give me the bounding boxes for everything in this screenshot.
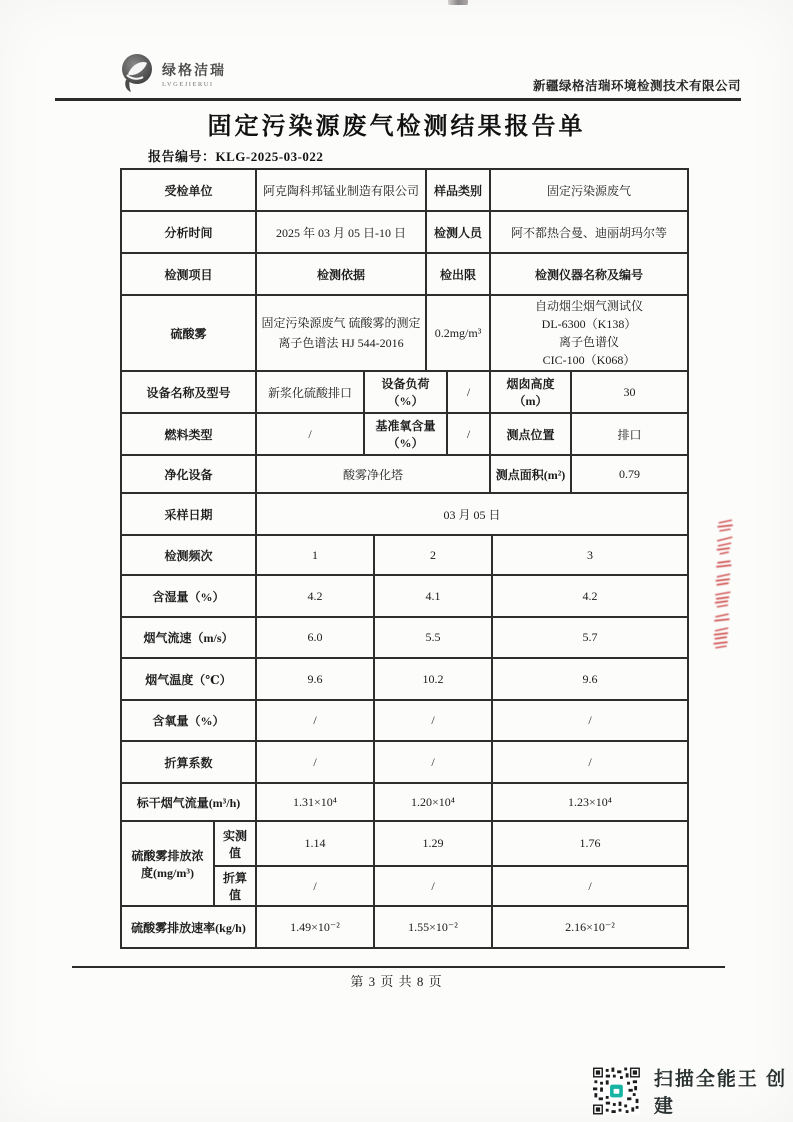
cell-instrument-header: 检测仪器名称及编号 xyxy=(490,253,688,295)
scanner-watermark xyxy=(593,1064,793,1118)
cell-analysis-time-value: 2025 年 03 月 05 日-10 日 xyxy=(256,211,426,253)
cell-load-label: 设备负荷（%） xyxy=(364,371,447,413)
value-cell: / xyxy=(374,866,492,906)
cell-detection-limit: 0.2mg/m³ xyxy=(426,295,490,371)
cell-equipment-name-label: 设备名称及型号 xyxy=(121,371,256,413)
table-row xyxy=(121,455,688,493)
table-row xyxy=(121,493,688,535)
value-cell: / xyxy=(256,866,374,906)
red-seal-mark xyxy=(709,517,738,661)
logo-subtitle: LVGEJIERUI xyxy=(162,81,214,88)
method-line-2: 离子色谱法 HJ 544-2016 xyxy=(278,336,404,350)
table-row xyxy=(121,253,688,295)
cell-item-header: 检测项目 xyxy=(121,253,256,295)
instrument-line-4: CIC-100（K068） xyxy=(542,353,636,367)
value-cell: 6.0 xyxy=(256,617,374,658)
table-row xyxy=(121,658,688,700)
instrument-line-1: 自动烟尘烟气测试仪 xyxy=(534,299,643,313)
cell-sampling-date-label: 采样日期 xyxy=(121,493,256,535)
cell-point-position-label: 测点位置 xyxy=(490,413,571,455)
logo-leaf-icon xyxy=(118,52,156,96)
cell-stack-height-value: 30 xyxy=(571,371,688,413)
cell-purifier-label: 净化设备 xyxy=(121,455,256,493)
cell-purifier-value: 酸雾净化塔 xyxy=(256,455,490,493)
report-number-value: KLG-2025-03-022 xyxy=(215,149,324,164)
cell-item-name: 硫酸雾 xyxy=(121,295,256,371)
value-cell: 9.6 xyxy=(492,658,688,700)
cell-equipment-name-value: 新浆化硫酸排口 xyxy=(256,371,364,413)
value-cell: / xyxy=(492,866,688,906)
value-cell: 9.6 xyxy=(256,658,374,700)
table-row xyxy=(121,575,688,617)
table-section-equipment xyxy=(120,370,689,456)
instrument-line-2: DL-6300（K138） xyxy=(541,317,637,331)
cell-moisture-label: 含湿量（%） xyxy=(121,575,256,617)
table-row xyxy=(121,535,688,575)
table-section-purifier xyxy=(120,454,689,494)
table-row xyxy=(121,295,688,371)
cell-emission-rate-label: 硫酸雾排放速率(kg/h) xyxy=(121,906,256,948)
value-cell: 1.76 xyxy=(492,821,688,866)
page-number: 第 3 页 共 8 页 xyxy=(350,974,443,989)
cell-sample-type-label: 样品类别 xyxy=(426,169,490,211)
cell-point-area-label: 测点面积(m²) xyxy=(490,455,571,493)
cell-fuel-type-label: 燃料类型 xyxy=(121,413,256,455)
report-table xyxy=(120,168,687,949)
cell-conversion-factor-label: 折算系数 xyxy=(121,741,256,783)
instrument-line-3: 离子色谱仪 xyxy=(558,335,619,349)
company-logo xyxy=(118,52,226,96)
table-row xyxy=(121,783,688,821)
table-section-measurements xyxy=(120,534,689,822)
table-section-emission-rate xyxy=(120,905,689,949)
table-section-concentration xyxy=(120,820,689,907)
value-cell: 4.2 xyxy=(256,575,374,617)
cell-personnel-value: 阿不都热合曼、迪丽胡玛尔等 xyxy=(490,211,688,253)
cell-converted-label: 折算值 xyxy=(214,866,256,906)
cell-std-flow-label: 标干烟气流量(m³/h) xyxy=(121,783,256,821)
cell-velocity-label: 烟气流速（m/s） xyxy=(121,617,256,658)
cell-measured-label: 实测值 xyxy=(214,821,256,866)
value-cell: / xyxy=(492,741,688,783)
red-seal-icon xyxy=(709,517,738,656)
value-cell: 2.16×10⁻² xyxy=(492,906,688,948)
scanner-label: 扫描全能王 创建 xyxy=(653,1069,788,1117)
cell-sample-type-value: 固定污染源废气 xyxy=(490,169,688,211)
table-row xyxy=(121,741,688,783)
value-cell: 1.20×10⁴ xyxy=(374,783,492,821)
value-cell: / xyxy=(492,700,688,741)
cell-temperature-label: 烟气温度（℃） xyxy=(121,658,256,700)
cell-oxygen-label: 含氧量（%） xyxy=(121,700,256,741)
concentration-label-line-2: 度(mg/m³) xyxy=(141,865,194,880)
cell-fuel-type-value: / xyxy=(256,413,364,455)
value-cell: 2 xyxy=(374,535,492,575)
cell-inspected-unit-label: 受检单位 xyxy=(121,169,256,211)
cell-frequency-label: 检测频次 xyxy=(121,535,256,575)
cell-personnel-label: 检测人员 xyxy=(426,211,490,253)
cell-analysis-time-label: 分析时间 xyxy=(121,211,256,253)
table-section-info xyxy=(120,168,689,372)
footer-divider xyxy=(72,966,725,968)
table-row xyxy=(121,821,688,866)
value-cell: 5.7 xyxy=(492,617,688,658)
cell-basis-header: 检测依据 xyxy=(256,253,426,295)
cell-instruments xyxy=(490,295,688,371)
cell-ref-oxygen-label: 基准氧含量（%） xyxy=(364,413,447,455)
concentration-label-line-1: 硫酸雾排放浓 xyxy=(131,848,204,863)
value-cell: 1.14 xyxy=(256,821,374,866)
value-cell: 1.29 xyxy=(374,821,492,866)
cell-limit-header: 检出限 xyxy=(426,253,490,295)
value-cell: 1.23×10⁴ xyxy=(492,783,688,821)
method-line-1: 固定污染源废气 硫酸雾的测定 xyxy=(261,315,421,330)
cell-concentration-group-label xyxy=(121,821,214,906)
table-row xyxy=(121,906,688,948)
report-number-label: 报告编号： xyxy=(148,149,216,164)
cell-stack-height-label: 烟囱高度（m） xyxy=(490,371,571,413)
value-cell: 1.55×10⁻² xyxy=(374,906,492,948)
table-row xyxy=(121,700,688,741)
table-row xyxy=(121,413,688,455)
value-cell: 1.49×10⁻² xyxy=(256,906,374,948)
cell-sampling-date-value: 03 月 05 日 xyxy=(256,493,688,535)
header-divider xyxy=(55,98,741,101)
page-title: 固定污染源废气检测结果报告单 xyxy=(207,114,586,140)
cell-method xyxy=(256,295,426,371)
table-section-sampling-date xyxy=(120,492,689,536)
report-number xyxy=(148,146,323,165)
value-cell: / xyxy=(256,700,374,741)
logo-text xyxy=(162,60,226,88)
table-row xyxy=(121,617,688,658)
table-row xyxy=(121,169,688,211)
cell-point-position-value: 排口 xyxy=(571,413,688,455)
company-name: 新疆绿格洁瑞环境检测技术有限公司 xyxy=(532,79,741,93)
cell-inspected-unit-value: 阿克陶科邦锰业制造有限公司 xyxy=(256,169,426,211)
value-cell: 10.2 xyxy=(374,658,492,700)
cell-point-area-value: 0.79 xyxy=(571,455,688,493)
value-cell: / xyxy=(374,700,492,741)
cell-ref-oxygen-value: / xyxy=(447,413,490,455)
qr-code-icon xyxy=(593,1065,640,1117)
scan-smudge xyxy=(448,0,468,5)
cell-load-value: / xyxy=(447,371,490,413)
value-cell: 3 xyxy=(492,535,688,575)
logo-title: 绿格洁瑞 xyxy=(162,64,226,79)
value-cell: 1.31×10⁴ xyxy=(256,783,374,821)
value-cell: 5.5 xyxy=(374,617,492,658)
table-row xyxy=(121,211,688,253)
value-cell: 1 xyxy=(256,535,374,575)
value-cell: 4.1 xyxy=(374,575,492,617)
value-cell: 4.2 xyxy=(492,575,688,617)
table-row xyxy=(121,371,688,413)
value-cell: / xyxy=(256,741,374,783)
value-cell: / xyxy=(374,741,492,783)
